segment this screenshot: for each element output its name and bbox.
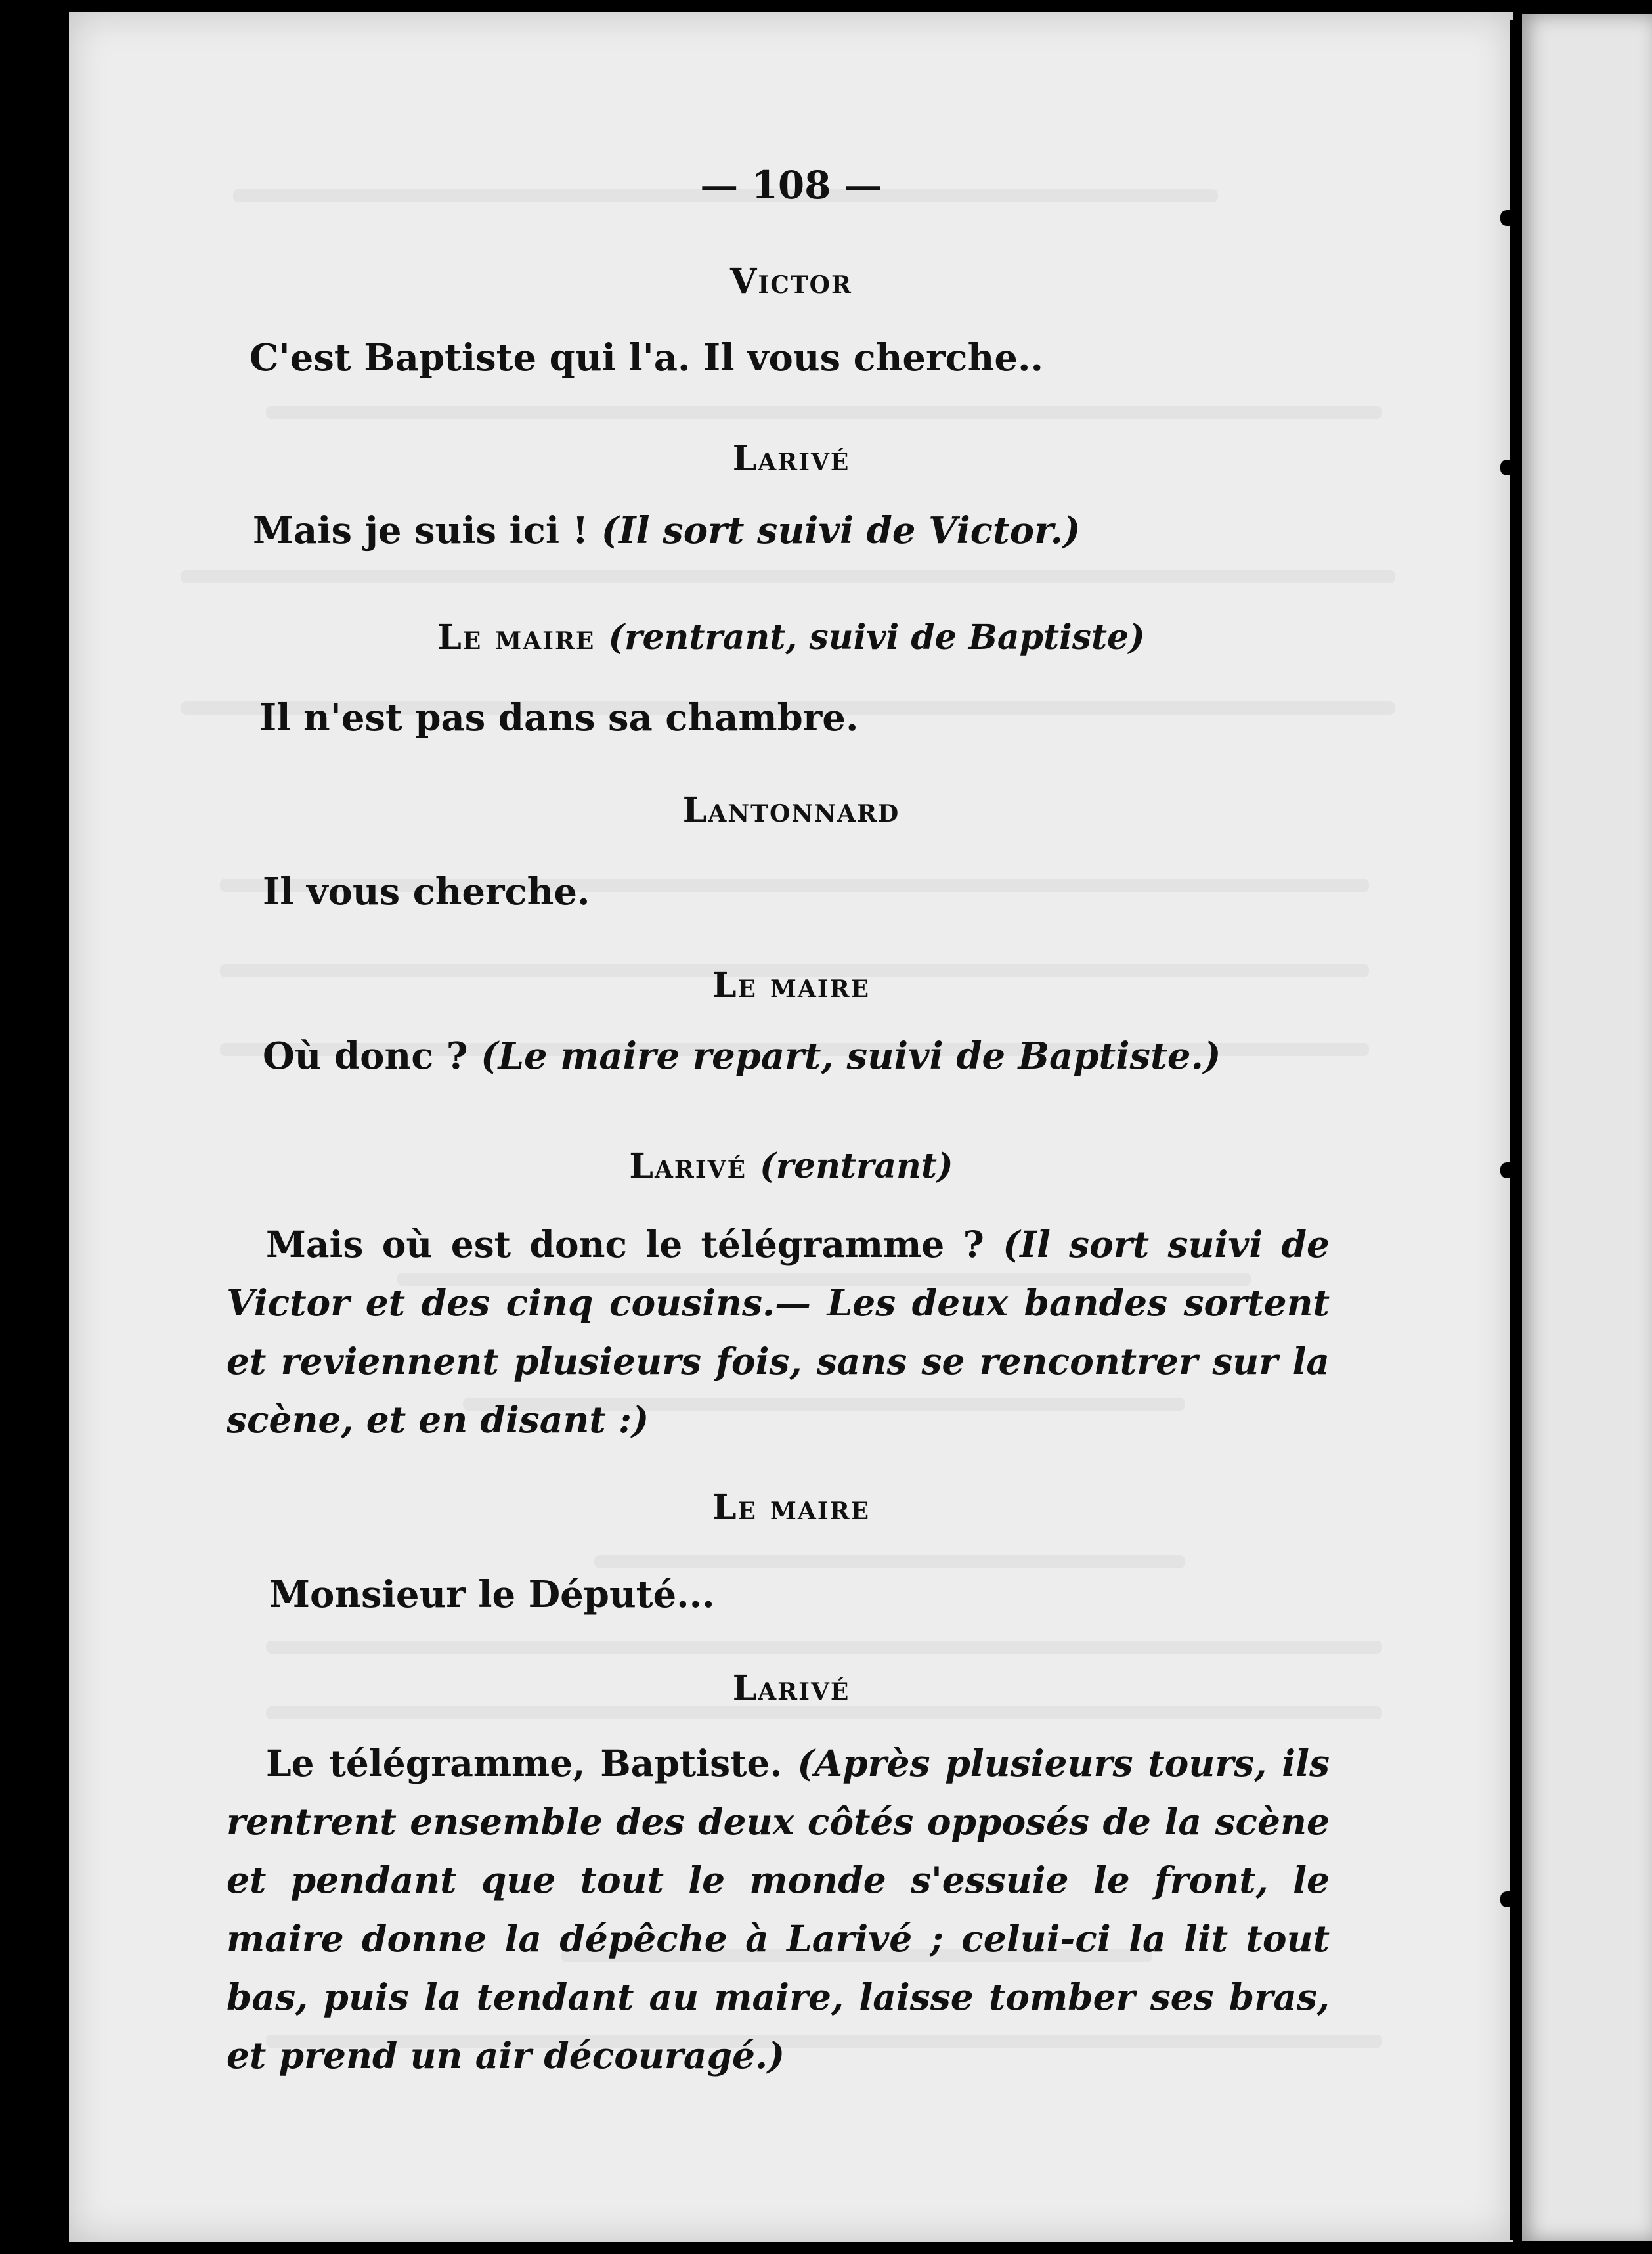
dialogue-text: Mais je suis ici ! <box>253 509 601 552</box>
dialogue-line <box>253 509 1080 552</box>
stage-direction: (Il sort suivi de Victor et des cinq cousins.— Les deux bandes sortent et reviennent plusieurs fois, sans se rencontrer sur la scène, et en disant :) <box>227 1223 1330 1441</box>
speaker-name: Le maire <box>712 1488 871 1528</box>
speaker-name: Victor <box>730 261 852 301</box>
stage-direction: (rentrant) <box>760 1146 953 1186</box>
dialogue-line: Il vous cherche. <box>263 870 590 914</box>
dialogue-text: Mais où est donc le télégramme ? <box>266 1223 1003 1266</box>
dialogue-line: Il n'est pas dans sa chambre. <box>259 696 859 740</box>
speaker-name: Le maire <box>712 965 871 1005</box>
dialogue-line <box>263 1034 1221 1078</box>
right-page-edge <box>1522 14 1652 2241</box>
dialogue-paragraph <box>227 1734 1330 2085</box>
dialogue-line: C'est Baptiste qui l'a. Il vous cherche.. <box>250 336 1043 380</box>
dialogue-line: Monsieur le Député... <box>269 1573 715 1616</box>
dialogue-paragraph <box>227 1215 1330 1449</box>
speaker-name: Larivé <box>732 1668 850 1708</box>
speaker-name: Lantonnard <box>682 790 900 830</box>
dialogue-text: Où donc ? <box>263 1034 481 1078</box>
dialogue-text: Le télégramme, Baptiste. <box>266 1742 798 1784</box>
stage-direction: (Le maire repart, suivi de Baptiste.) <box>481 1034 1221 1078</box>
stage-direction: (rentrant, suivi de Baptiste) <box>608 617 1145 657</box>
page-number: — 108 — <box>700 163 882 208</box>
speaker-name: Le maire <box>437 617 596 657</box>
speaker-name: Larivé <box>732 439 850 479</box>
speaker-name: Larivé <box>629 1146 747 1186</box>
stage-direction: (Après plusieurs tours, ils rentrent ensemble des deux côtés opposés de la scène et pendant que tout le monde s'essuie le front, le maire donne la dépêche à Larivé ; celui-ci la lit tout bas, puis la tendant au maire, laisse tomber ses bras, et prend un air découragé.) <box>227 1742 1330 2077</box>
speaker-line <box>69 617 1513 657</box>
stage-direction: (Il sort suivi de Victor.) <box>601 509 1081 552</box>
speaker-line <box>69 1146 1513 1186</box>
